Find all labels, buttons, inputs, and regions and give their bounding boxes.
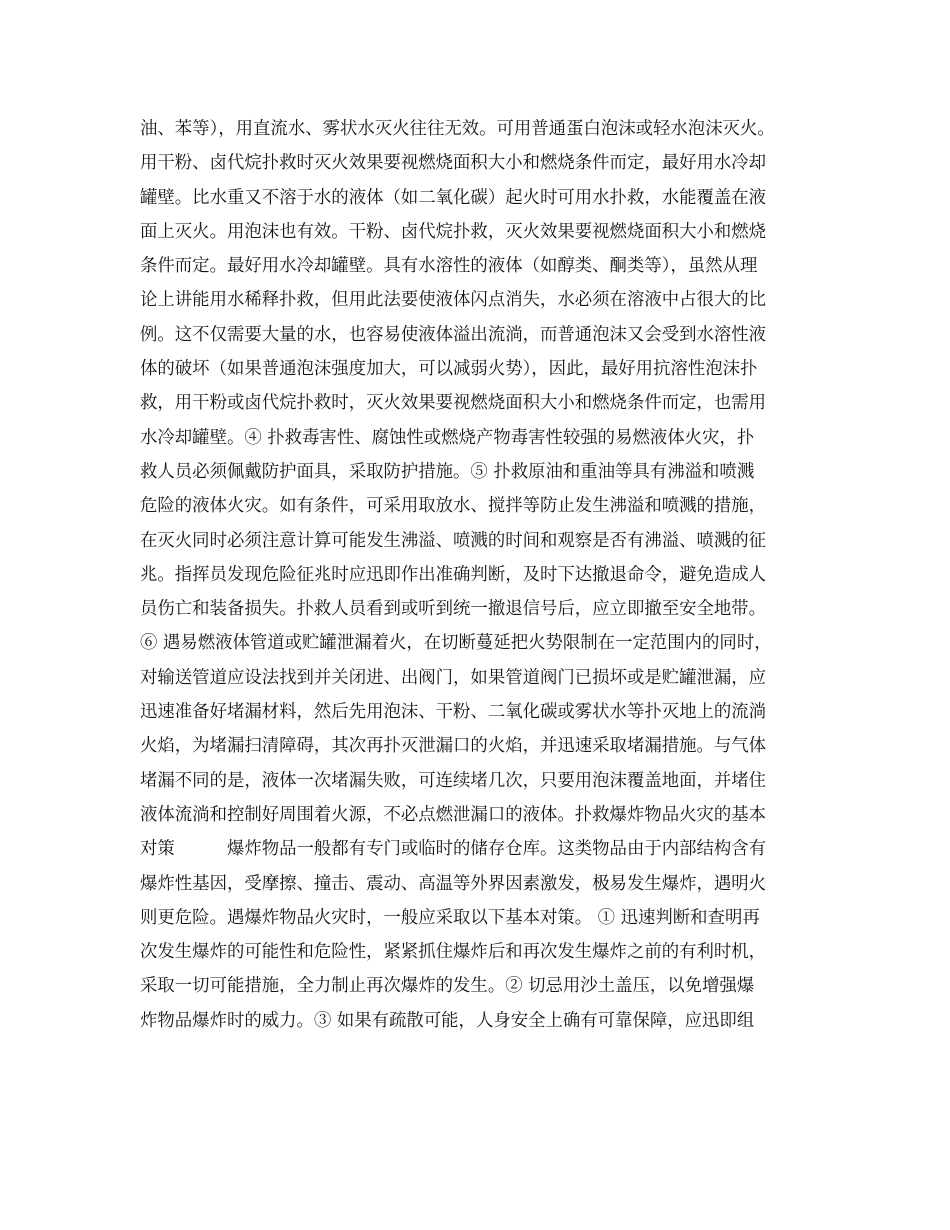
- text-line: 对策 爆炸物品一般都有专门或临时的储存仓库。这类物品由于内部结构含有: [140, 839, 767, 860]
- text-line: 次发生爆炸的可能性和危险性，紧紧抓住爆炸后和再次发生爆炸之前的有利时机，: [140, 942, 767, 963]
- text-line: 采取一切可能措施，全力制止再次爆炸的发生。② 切忌用沙土盖压，以免增强爆: [140, 976, 755, 997]
- text-line: 罐壁。比水重又不溶于水的液体（如二氧化碳）起火时可用水扑救，水能覆盖在液: [140, 187, 767, 208]
- text-line: 火焰，为堵漏扫清障碍，其次再扑灭泄漏口的火焰，并迅速采取堵漏措施。与气体: [140, 736, 767, 757]
- text-line: 爆炸性基因，受摩擦、撞击、震动、高温等外界因素激发，极易发生爆炸，遇明火: [140, 873, 767, 894]
- text-line: 兆。指挥员发现危险征兆时应迅即作出准确判断，及时下达撤退命令，避免造成人: [140, 564, 767, 585]
- text-line: 例。这不仅需要大量的水，也容易使液体溢出流淌，而普通泡沫又会受到水溶性液: [140, 324, 767, 345]
- text-line: 员伤亡和装备损失。扑救人员看到或听到统一撤退信号后，应立即撤至安全地带。: [140, 599, 767, 620]
- text-line: ⑥ 遇易燃液体管道或贮罐泄漏着火，在切断蔓延把火势限制在一定范围内的同时，: [140, 633, 772, 654]
- text-line: 迅速准备好堵漏材料，然后先用泡沫、干粉、二氧化碳或雾状水等扑灭地上的流淌: [140, 702, 767, 723]
- text-line: 则更危险。遇爆炸物品火灾时，一般应采取以下基本对策。 ① 迅速判断和查明再: [140, 907, 760, 928]
- text-line: 对输送管道应设法找到并关闭进、出阀门，如果管道阀门已损坏或是贮罐泄漏，应: [140, 667, 767, 688]
- text-line: 面上灭火。用泡沫也有效。干粉、卤代烷扑救，灭火效果要视燃烧面积大小和燃烧: [140, 221, 767, 242]
- text-line: 用干粉、卤代烷扑救时灭火效果要视燃烧面积大小和燃烧条件而定，最好用水冷却: [140, 153, 767, 174]
- body-text: [140, 112, 840, 1038]
- text-line: 条件而定。最好用水冷却罐壁。具有水溶性的液体（如醇类、酮类等），虽然从理: [140, 256, 758, 277]
- text-line: 液体流淌和控制好周围着火源，不必点燃泄漏口的液体。扑救爆炸物品火灾的基本: [140, 804, 767, 825]
- text-line: 炸物品爆炸时的威力。③ 如果有疏散可能，人身安全上确有可靠保障，应迅即组: [140, 1010, 755, 1031]
- text-line: 救，用干粉或卤代烷扑救时，灭火效果要视燃烧面积大小和燃烧条件而定，也需用: [140, 393, 767, 414]
- text-line: 油、苯等），用直流水、雾状水灭火往往无效。可用普通蛋白泡沫或轻水泡沫灭火。: [140, 119, 775, 139]
- text-line: 在灭火同时必须注意计算可能发生沸溢、喷溅的时间和观察是否有沸溢、喷溅的征: [140, 530, 767, 551]
- text-line: 论上讲能用水稀释扑救，但用此法要使液体闪点消失，水必须在溶液中占很大的比: [140, 290, 767, 311]
- text-line: 体的破坏（如果普通泡沫强度加大，可以减弱火势），因此，最好用抗溶性泡沫扑: [140, 359, 758, 380]
- text-line: 救人员必须佩戴防护面具，采取防护措施。⑤ 扑救原油和重油等具有沸溢和喷溅: [140, 461, 755, 482]
- text-line: 危险的液体火灾。如有条件，可采用取放水、搅拌等防止发生沸溢和喷溅的措施，: [140, 496, 767, 517]
- text-line: 堵漏不同的是，液体一次堵漏失败，可连续堵几次，只要用泡沫覆盖地面，并堵住: [140, 770, 767, 791]
- text-line: 水冷却罐壁。④ 扑救毒害性、腐蚀性或燃烧产物毒害性较强的易燃液体火灾，扑: [140, 427, 755, 448]
